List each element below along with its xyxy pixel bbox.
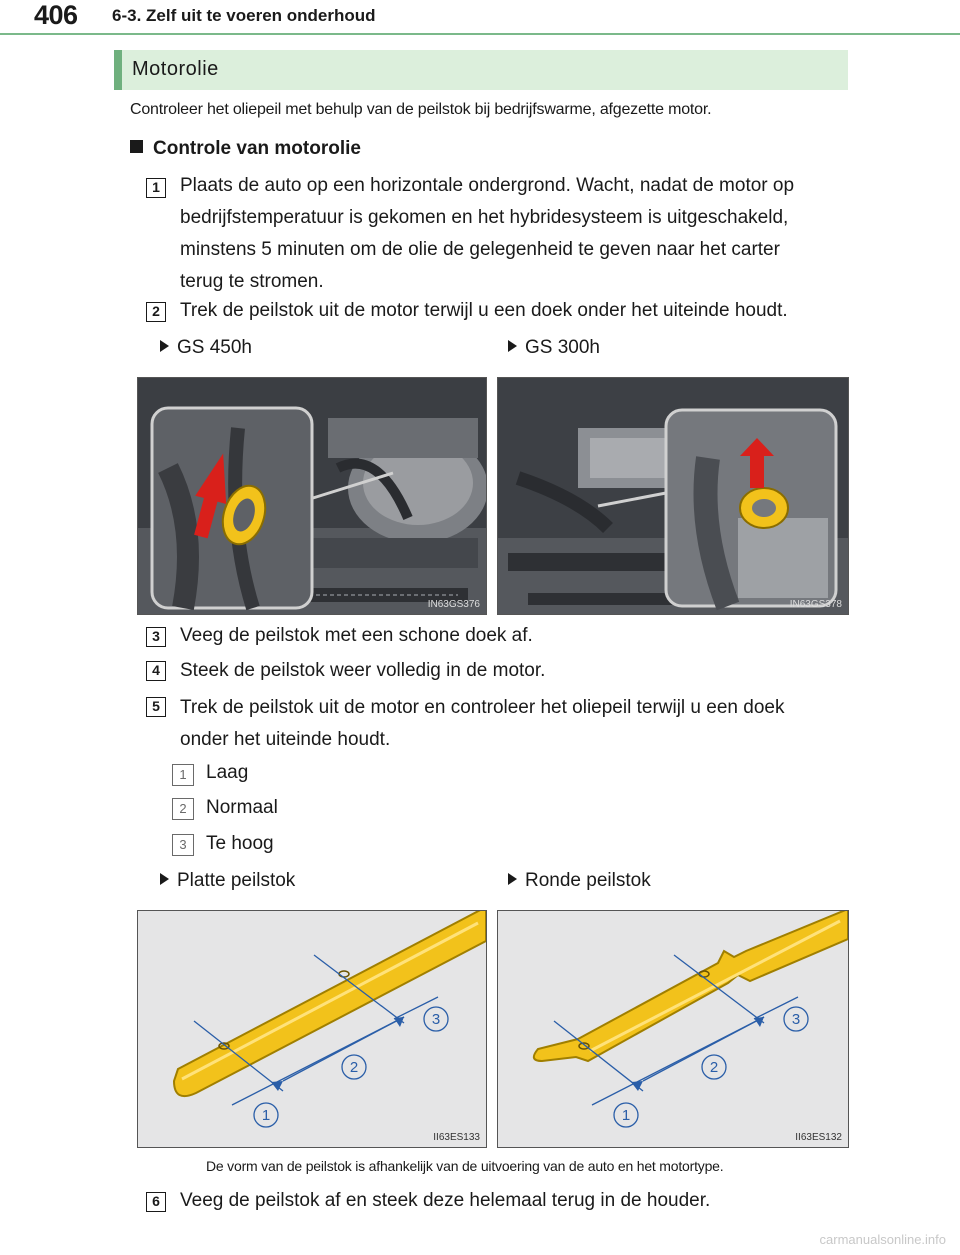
callout-3: 3 — [791, 1011, 801, 1028]
step-number: 4 — [146, 661, 166, 681]
running-title: 6-3. Zelf uit te voeren onderhoud — [112, 6, 376, 25]
callout-1: 1 — [261, 1107, 271, 1124]
step-text — [180, 655, 840, 687]
step-line: Steek de peilstok weer volledig in de motor. — [180, 660, 546, 681]
dipstick-illustration — [138, 911, 486, 1147]
image-code: II63ES132 — [795, 1132, 842, 1143]
step-text — [180, 692, 840, 756]
callout-2: 2 — [349, 1059, 359, 1076]
subsection-title: Controle van motorolie — [153, 138, 361, 159]
engine-photo-gs300h — [497, 377, 849, 615]
engine-illustration — [138, 378, 486, 614]
image-code: IN63GS376 — [427, 599, 480, 610]
step-number: 3 — [146, 627, 166, 647]
step-text — [180, 170, 840, 298]
triangle-bullet-icon — [160, 873, 169, 885]
step-line: Trek de peilstok uit de motor en controleer het oliepeil terwijl u een doek — [180, 697, 785, 718]
dipstick-label-left: Platte peilstok — [160, 870, 295, 892]
step-number: 6 — [146, 1192, 166, 1212]
step-line: minstens 5 minuten om de olie de gelegenheid te geven naar het carter — [180, 239, 780, 260]
step-number: 5 — [146, 697, 166, 717]
watermark: carmanualsonline.info — [819, 1232, 946, 1247]
step-text — [180, 295, 840, 327]
step-text — [180, 620, 840, 652]
engine-label-left: GS 450h — [160, 337, 252, 359]
step-line: onder het uiteinde houdt. — [180, 729, 391, 750]
figure-caption: De vorm van de peilstok is afhankelijk van de uitvoering van de auto en het motortype. — [206, 1158, 724, 1174]
legend-label: Normaal — [206, 797, 278, 818]
dipstick-diagram-flat — [137, 910, 487, 1148]
step-line: Trek de peilstok uit de motor terwijl u een doek onder het uiteinde houdt. — [180, 300, 788, 321]
legend-number: 2 — [172, 798, 194, 820]
intro-text: Controleer het oliepeil met behulp van de peilstok bij bedrijfswarme, afgezette motor. — [130, 101, 712, 118]
image-code: IN63GS378 — [789, 599, 842, 610]
step-line: Veeg de peilstok met een schone doek af. — [180, 625, 533, 646]
step-text — [180, 1185, 840, 1217]
section-bar — [114, 50, 848, 90]
triangle-bullet-icon — [160, 340, 169, 352]
legend-label: Te hoog — [206, 833, 274, 854]
engine-photo-gs450h — [137, 377, 487, 615]
step-line: terug te stromen. — [180, 271, 324, 292]
step-line: Veeg de peilstok af en steek deze helemaal terug in de houder. — [180, 1190, 711, 1211]
callout-2: 2 — [709, 1059, 719, 1076]
callout-3: 3 — [431, 1011, 441, 1028]
image-code: II63ES133 — [433, 1132, 480, 1143]
legend-number: 3 — [172, 834, 194, 856]
dipstick-illustration — [498, 911, 848, 1147]
callout-1: 1 — [621, 1107, 631, 1124]
header-rule — [0, 33, 960, 35]
square-bullet-icon — [130, 140, 143, 153]
triangle-bullet-icon — [508, 873, 517, 885]
step-line: Plaats de auto op een horizontale ondergrond. Wacht, nadat de motor op — [180, 175, 795, 196]
triangle-bullet-icon — [508, 340, 517, 352]
engine-illustration — [498, 378, 848, 614]
legend-label: Laag — [206, 762, 249, 783]
step-line: bedrijfstemperatuur is gekomen en het hybridesysteem is uitgeschakeld, — [180, 207, 789, 228]
engine-label-right: GS 300h — [508, 337, 600, 359]
page-number: 406 — [34, 0, 78, 30]
dipstick-diagram-round — [497, 910, 849, 1148]
step-number: 1 — [146, 178, 166, 198]
legend-number: 1 — [172, 764, 194, 786]
dipstick-label-right: Ronde peilstok — [508, 870, 651, 892]
subsection-heading — [130, 138, 361, 160]
step-number: 2 — [146, 302, 166, 322]
section-title: Motorolie — [132, 58, 219, 80]
